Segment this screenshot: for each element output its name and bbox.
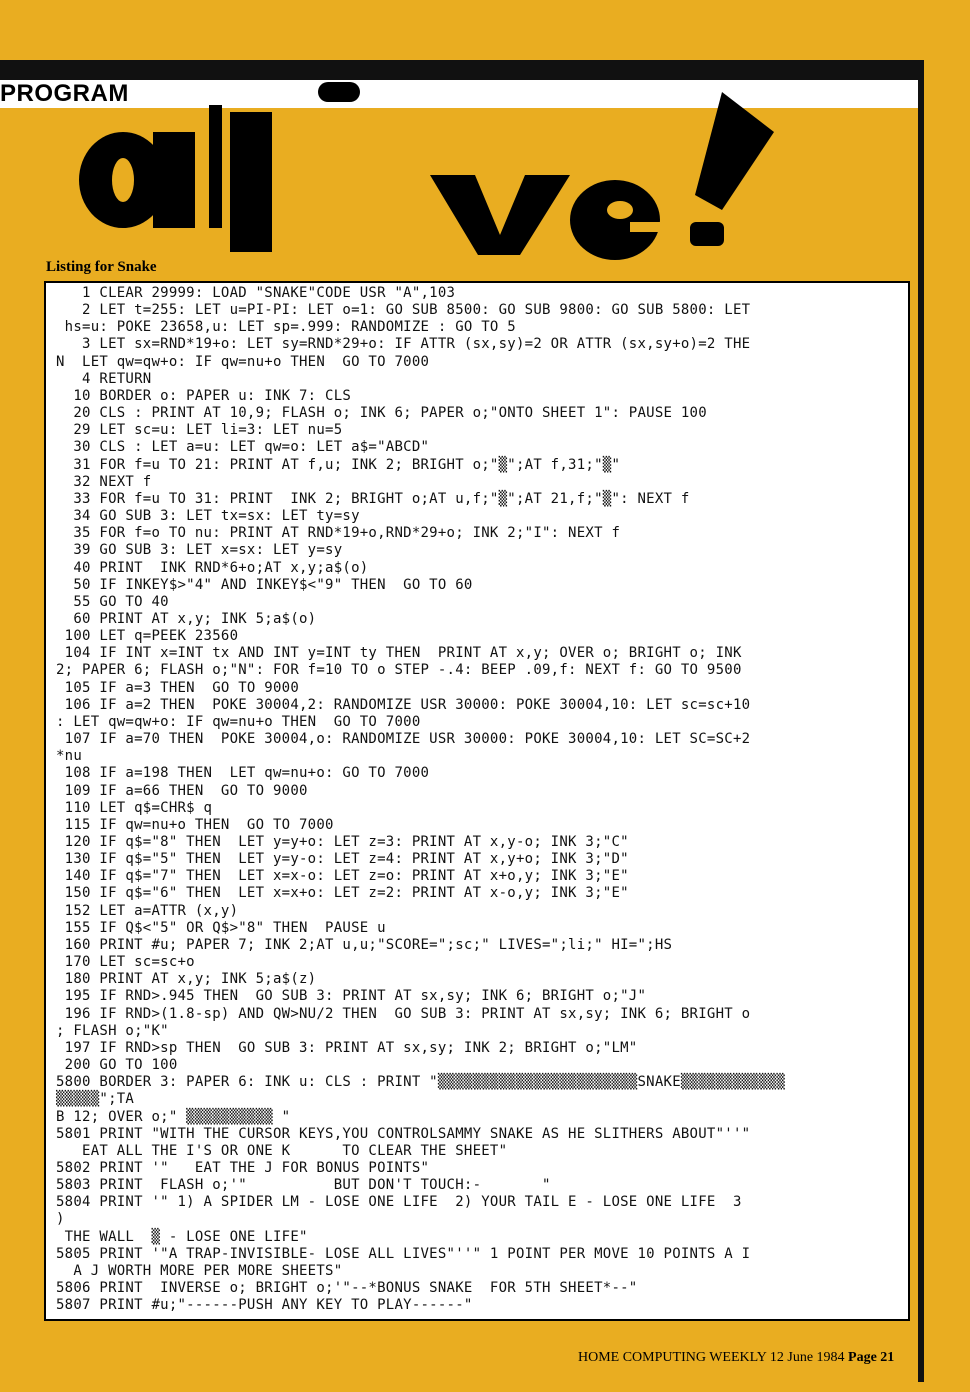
listing-line: 196 IF RND>(1.8-sp) AND QW>NU/2 THEN GO SUB 3: PRINT AT sx,sy; INK 6; BRIGHT o	[56, 1005, 751, 1022]
listing-line: 55 GO TO 40	[56, 593, 169, 610]
listing-line: 32 NEXT f	[56, 473, 152, 490]
listing-line: 115 IF qw=nu+o THEN GO TO 7000	[56, 816, 334, 833]
logo-i-dot	[318, 82, 360, 102]
listing-line: 100 LET q=PEEK 23560	[56, 628, 239, 645]
listing-line: )	[56, 1211, 65, 1228]
listing-line: 160 PRINT #u; PAPER 7; INK 2;AT u,u;"SCORE=";sc;" LIVES=";li;" HI=";HS	[56, 936, 673, 953]
logo-letter-i	[230, 112, 272, 252]
logo-letter-l	[209, 105, 222, 228]
listing-line: 5803 PRINT FLASH o;'" BUT DON'T TOUCH:- "	[56, 1177, 551, 1194]
listing-caption: Listing for Snake	[46, 259, 157, 275]
section-label: PROGRAM	[0, 80, 129, 107]
top-rule	[0, 60, 918, 80]
listing-line: A J WORTH MORE PER MORE SHEETS"	[56, 1262, 343, 1279]
listing-line: 5801 PRINT "WITH THE CURSOR KEYS,YOU CONTROLSAMMY SNAKE AS HE SLITHERS ABOUT"''"	[56, 1125, 751, 1142]
listing-line: THE WALL ▒ - LOSE ONE LIFE"	[56, 1228, 308, 1245]
listing-line: 195 IF RND>.945 THEN GO SUB 3: PRINT AT sx,sy; INK 6; BRIGHT o;"J"	[56, 988, 647, 1005]
listing-line: 40 PRINT INK RND*6+o;AT x,y;a$(o)	[56, 559, 369, 576]
listing-line: 5804 PRINT '" 1) A SPIDER LM - LOSE ONE LIFE 2) YOUR TAIL E - LOSE ONE LIFE 3	[56, 1194, 742, 1211]
listing-line: 140 IF q$="7" THEN LET x=x-o: LET z=o: PRINT AT x+o,y; INK 3;"E"	[56, 868, 629, 885]
listing-line: 2 LET t=255: LET u=PI-PI: LET o=1: GO SUB 8500: GO SUB 9800: GO SUB 5800: LET	[56, 302, 751, 319]
listing-line: 108 IF a=198 THEN LET qw=nu+o: GO TO 7000	[56, 765, 430, 782]
listing-line: 5802 PRINT '" EAT THE J FOR BONUS POINTS"	[56, 1159, 430, 1176]
listing-line: : LET qw=qw+o: IF qw=nu+o THEN GO TO 7000	[56, 713, 421, 730]
listing-line: 170 LET sc=sc+o	[56, 954, 195, 971]
listing-line: *nu	[56, 748, 83, 765]
listing-line: 3 LET sx=RND*19+o: LET sy=RND*29+o: IF ATTR (sx,sy)=2 OR ATTR (sx,sy+o)=2 THE	[56, 336, 751, 353]
listing-line: 5807 PRINT #u;"------PUSH ANY KEY TO PLAY------"	[56, 1297, 473, 1314]
listing-line: 155 IF Q$<"5" OR Q$>"8" THEN PAUSE u	[56, 919, 386, 936]
listing-line: 150 IF q$="6" THEN LET x=x+o: LET z=2: PRINT AT x-o,y; INK 3;"E"	[56, 885, 629, 902]
listing-line: 152 LET a=ATTR (x,y)	[56, 902, 239, 919]
listing-line: 1 CLEAR 29999: LOAD "SNAKE"CODE USR "A",103	[56, 285, 456, 301]
listing-line: 109 IF a=66 THEN GO TO 9000	[56, 782, 308, 799]
listing-line: 20 CLS : PRINT AT 10,9; FLASH o; INK 6; PAPER o;"ONTO SHEET 1": PAUSE 100	[56, 405, 707, 422]
program-listing	[44, 281, 910, 1321]
listing-line: 200 GO TO 100	[56, 1057, 178, 1074]
listing-line: 197 IF RND>sp THEN GO SUB 3: PRINT AT sx,sy; INK 2; BRIGHT o;"LM"	[56, 1039, 638, 1056]
listing-line: ; FLASH o;"K"	[56, 1022, 169, 1039]
listing-line: 4 RETURN	[56, 370, 152, 387]
right-rule	[918, 60, 924, 1382]
listing-line: 34 GO SUB 3: LET tx=sx: LET ty=sy	[56, 508, 360, 525]
listing-line: 35 FOR f=o TO nu: PRINT AT RND*19+o,RND*29+o; INK 2;"I": NEXT f	[56, 525, 621, 542]
footer-page-number: Page 21	[848, 1350, 895, 1365]
listing-line: 31 FOR f=u TO 21: PRINT AT f,u; INK 2; BRIGHT o;"▒";AT f,31;"▒"	[56, 456, 621, 473]
listing-line: N LET qw=qw+o: IF qw=nu+o THEN GO TO 7000	[56, 353, 430, 370]
listing-line: 107 IF a=70 THEN POKE 30004,o: RANDOMIZE USR 30000: POKE 30004,10: LET SC=SC+2	[56, 731, 751, 748]
listing-line: 39 GO SUB 3: LET x=sx: LET y=sy	[56, 542, 343, 559]
listing-line: B 12; OVER o;" ▒▒▒▒▒▒▒▒▒▒ "	[56, 1108, 291, 1125]
page-footer	[578, 1350, 894, 1366]
listing-line: 106 IF a=2 THEN POKE 30004,2: RANDOMIZE USR 30000: POKE 30004,10: LET sc=sc+10	[56, 696, 751, 713]
logo-letter-a	[79, 132, 195, 228]
listing-line: 29 LET sc=u: LET li=3: LET nu=5	[56, 422, 343, 439]
listing-line: EAT ALL THE I'S OR ONE K TO CLEAR THE SHEET"	[56, 1142, 508, 1159]
footer-publication: HOME COMPUTING WEEKLY 12 June 1984	[578, 1350, 845, 1365]
listing-line: 50 IF INKEY$>"4" AND INKEY$<"9" THEN GO TO 60	[56, 576, 473, 593]
logo-exclamation	[690, 92, 774, 246]
listing-line: 5800 BORDER 3: PAPER 6: INK u: CLS : PRINT "▒▒▒▒▒▒▒▒▒▒▒▒▒▒▒▒▒▒▒▒▒▒▒SNAKE▒▒▒▒▒▒▒▒▒▒▒▒	[56, 1074, 786, 1091]
listing-line: 120 IF q$="8" THEN LET y=y+o: LET z=3: PRINT AT x,y-o; INK 3;"C"	[56, 834, 629, 850]
listing-line: 5805 PRINT '"A TRAP-INVISIBLE- LOSE ALL LIVES"''" 1 POINT PER MOVE 10 POINTS A I	[56, 1245, 751, 1262]
listing-line: 110 LET q$=CHR$ q	[56, 799, 213, 816]
listing-line: 104 IF INT x=INT tx AND INT y=INT ty THEN PRINT AT x,y; OVER o; BRIGHT o; INK	[56, 645, 742, 662]
listing-text	[56, 285, 900, 1314]
listing-line: 30 CLS : LET a=u: LET qw=o: LET a$="ABCD"	[56, 439, 430, 456]
listing-line: 2; PAPER 6; FLASH o;"N": FOR f=10 TO o STEP -.4: BEEP .09,f: NEXT f: GO TO 9500	[56, 662, 742, 679]
listing-line: 130 IF q$="5" THEN LET y=y-o: LET z=4: PRINT AT x,y+o; INK 3;"D"	[56, 851, 629, 868]
listing-line: 10 BORDER o: PAPER u: INK 7: CLS	[56, 387, 352, 404]
logo-letter-e	[570, 180, 662, 260]
listing-line: 60 PRINT AT x,y; INK 5;a$(o)	[56, 610, 317, 627]
listing-line: 5806 PRINT INVERSE o; BRIGHT o;'"--*BONUS SNAKE FOR 5TH SHEET*--"	[56, 1280, 638, 1297]
listing-line: 105 IF a=3 THEN GO TO 9000	[56, 679, 300, 696]
listing-line: ▒▒▒▒▒";TA	[56, 1091, 135, 1108]
listing-line: 33 FOR f=u TO 31: PRINT INK 2; BRIGHT o;AT u,f;"▒";AT 21,f;"▒": NEXT f	[56, 490, 690, 507]
alive-logo	[0, 80, 800, 260]
listing-line: 180 PRINT AT x,y; INK 5;a$(z)	[56, 971, 317, 988]
logo-letter-v	[430, 175, 570, 255]
listing-line: hs=u: POKE 23658,u: LET sp=.999: RANDOMIZE : GO TO 5	[56, 319, 516, 336]
